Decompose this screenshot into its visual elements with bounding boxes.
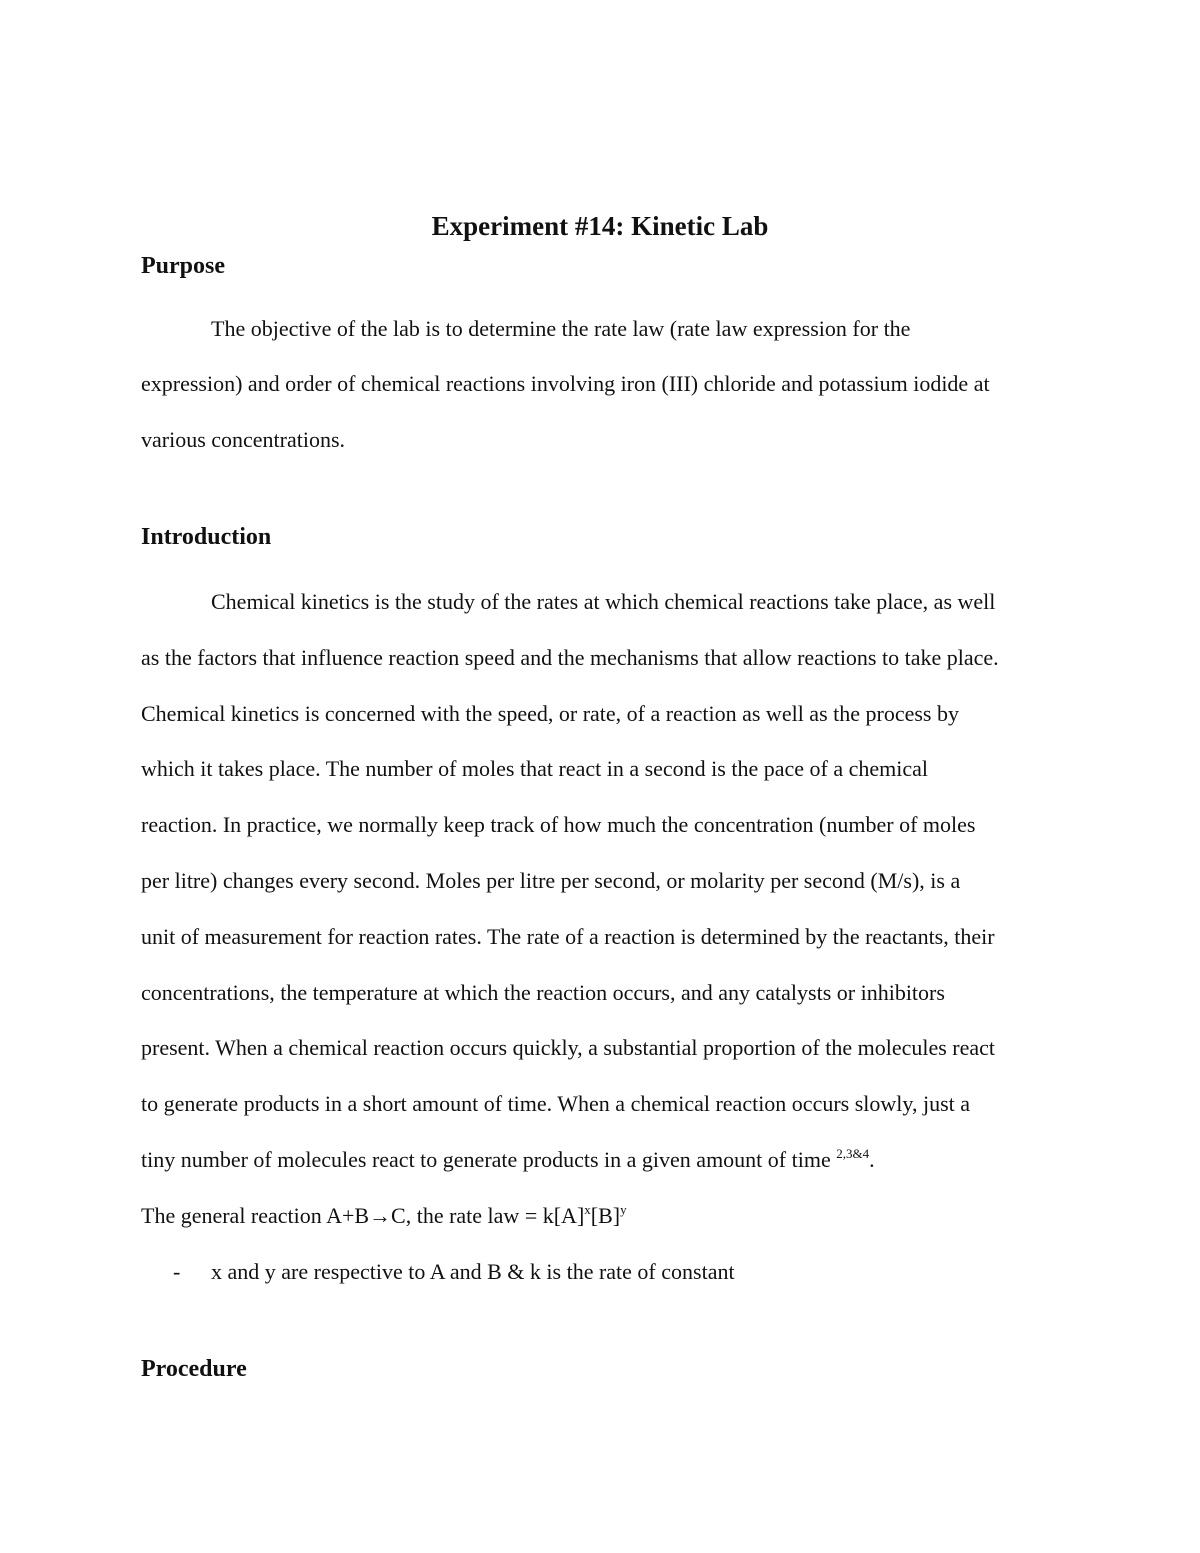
equation-text-b: [B]	[590, 1203, 621, 1228]
introduction-line: unit of measurement for reaction rates. The rate of a reaction is determined by the reactants, their	[141, 924, 995, 949]
rate-law-equation	[141, 1201, 1061, 1231]
introduction-line: to generate products in a short amount of time. When a chemical reaction occurs slowly, just a	[141, 1091, 971, 1116]
purpose-line: various concentrations.	[141, 427, 346, 452]
purpose-line: The objective of the lab is to determine the rate law (rate law expression for the	[211, 316, 911, 341]
exponent-x: x	[584, 1202, 591, 1217]
introduction-heading: Introduction	[141, 524, 272, 550]
introduction-line: Chemical kinetics is the study of the rates at which chemical reactions take place, as well	[211, 589, 996, 614]
introduction-line: as the factors that influence reaction speed and the mechanisms that allow reactions to take place.	[141, 645, 999, 670]
introduction-line-text: tiny number of molecules react to generate products in a given amount of time	[141, 1147, 837, 1172]
citation-superscript: 2,3&4	[836, 1146, 870, 1161]
line-end-period: .	[869, 1147, 875, 1172]
introduction-line: concentrations, the temperature at which the reaction occurs, and any catalysts or inhibitors	[141, 980, 945, 1005]
exponent-y: y	[620, 1202, 627, 1217]
document-title: Experiment #14: Kinetic Lab	[431, 211, 769, 241]
equation-text: The general reaction A+B→C, the rate law = k[A]	[141, 1203, 585, 1228]
introduction-line: present. When a chemical reaction occurs quickly, a substantial proportion of the molecules react	[141, 1035, 996, 1060]
bullet-dash: -	[173, 1259, 181, 1284]
introduction-line: which it takes place. The number of moles that react in a second is the pace of a chemical	[141, 756, 929, 781]
introduction-line: reaction. In practice, we normally keep track of how much the concentration (number of moles	[141, 812, 976, 837]
procedure-heading: Procedure	[141, 1356, 247, 1382]
bullet-text: x and y are respective to A and B & k is the rate of constant	[211, 1259, 735, 1284]
introduction-last-line	[141, 1145, 1061, 1175]
introduction-line: per litre) changes every second. Moles per litre per second, or molarity per second (M/s), is a	[141, 868, 961, 893]
introduction-line: Chemical kinetics is concerned with the speed, or rate, of a reaction as well as the process by	[141, 701, 959, 726]
purpose-heading: Purpose	[141, 253, 225, 279]
purpose-line: expression) and order of chemical reactions involving iron (III) chloride and potassium iodide at	[141, 371, 990, 396]
